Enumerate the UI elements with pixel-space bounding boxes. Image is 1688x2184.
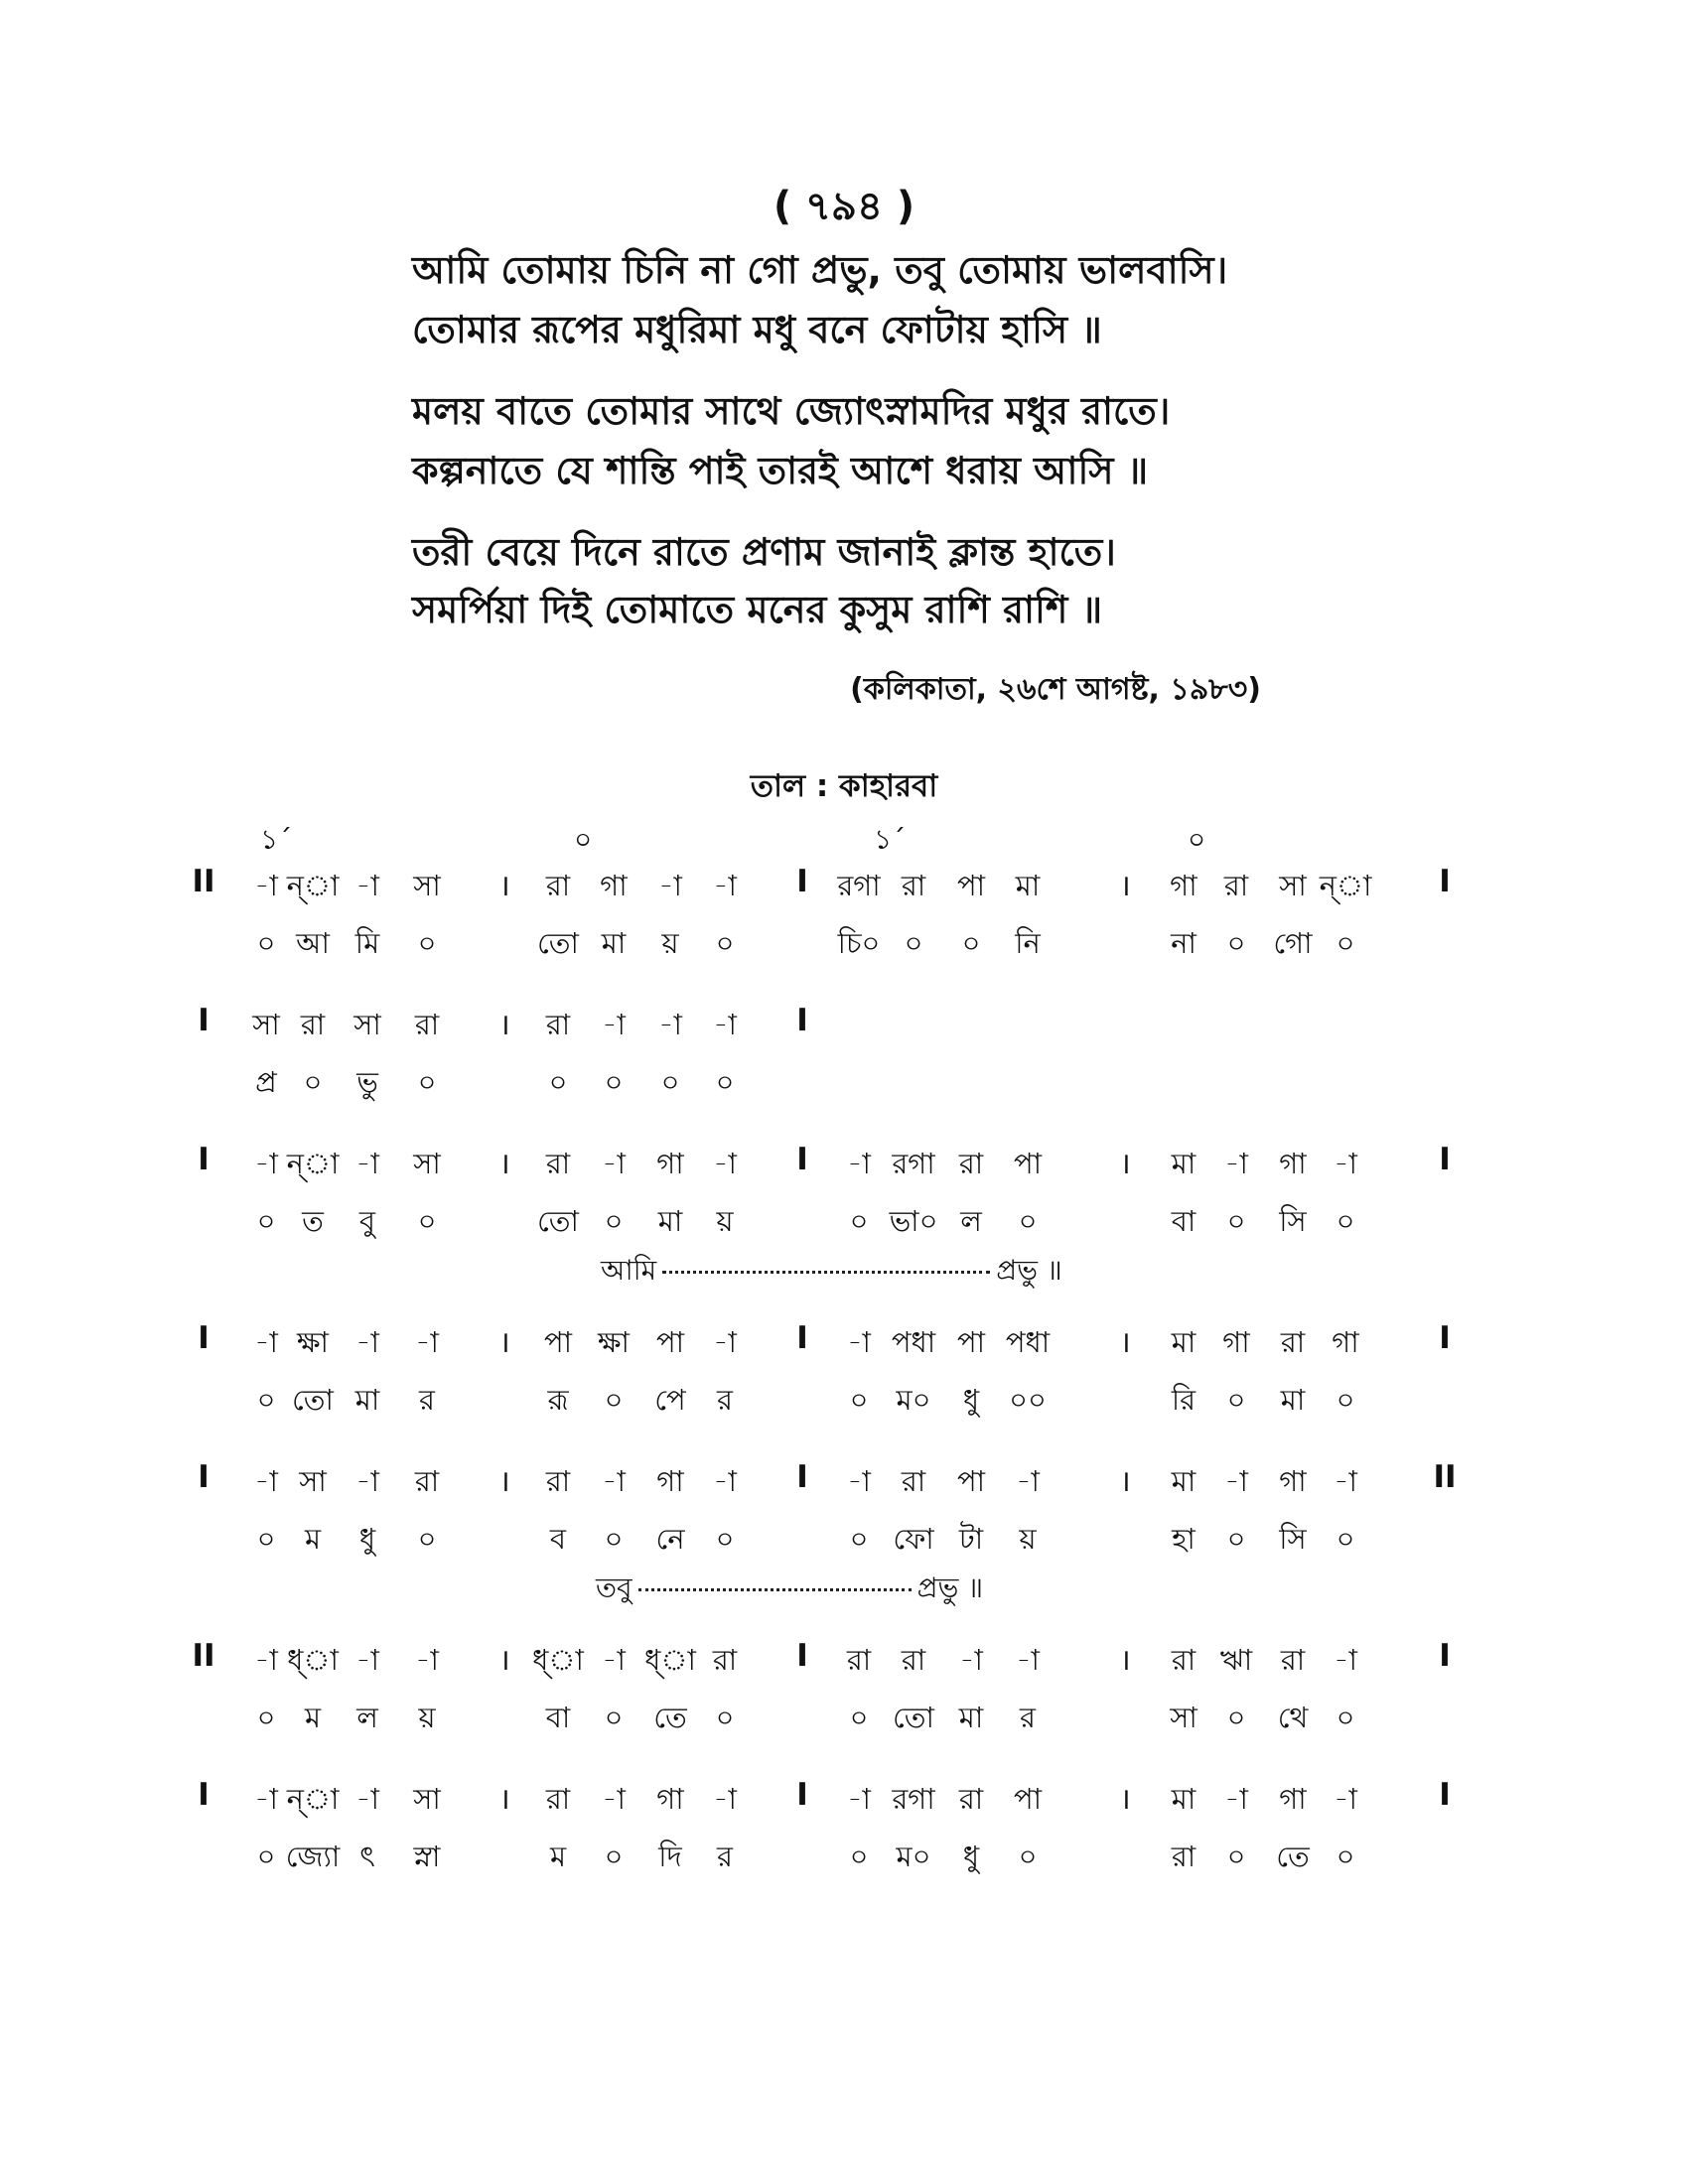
lyric-syllable: র — [717, 1840, 733, 1873]
bar-line: । — [498, 1008, 510, 1042]
bar-line: I — [796, 1142, 808, 1177]
note: -া — [1224, 1464, 1248, 1498]
lyric-syllable: ০০ — [1009, 1383, 1047, 1417]
lyric-syllable: ধু — [358, 1522, 376, 1556]
note: মা — [1171, 1147, 1196, 1180]
note: রা — [1280, 1643, 1306, 1677]
bar-line: I — [198, 1320, 210, 1356]
note: রগা — [837, 869, 881, 902]
lyric-syllable: ০ — [256, 1204, 276, 1238]
note: ক্ষা — [297, 1325, 329, 1359]
lyric-syllable: তো — [292, 1383, 334, 1417]
bar-line: । — [498, 869, 510, 903]
lyric-syllable: ০ — [1226, 1383, 1246, 1417]
bar-line: II — [1433, 1459, 1457, 1495]
lyric-line-2: তোমার রূপের মধুরিমা মধু বনে ফোটায় হাসি ॥ — [412, 308, 1102, 351]
note: মা — [1171, 1325, 1196, 1359]
lyric-syllable: তো — [537, 926, 579, 960]
note: গা — [1279, 1147, 1307, 1180]
lyric-syllable-row — [0, 1696, 1688, 1739]
lyric-syllable: ০ — [1226, 1522, 1246, 1556]
lyric-syllable: নি — [1015, 926, 1041, 960]
note: রা — [901, 1464, 926, 1498]
lyric-syllable: য় — [661, 926, 679, 960]
note: -া — [355, 1782, 379, 1816]
note: -া — [1334, 1464, 1357, 1498]
lyric-syllable: র — [1020, 1701, 1036, 1734]
lyric-syllable: আ — [296, 926, 330, 960]
lyric-syllable-row — [0, 1378, 1688, 1422]
refrain-line — [596, 1567, 983, 1613]
lyric-syllable-row — [0, 1199, 1688, 1243]
lyric-syllable: ল — [356, 1701, 378, 1734]
note: -া — [254, 1464, 278, 1498]
bar-line: I — [796, 864, 808, 899]
note: রা — [414, 1008, 440, 1041]
refrain-line — [601, 1249, 1062, 1296]
note: ধ্া — [287, 1643, 339, 1677]
beat-marker: ০ — [574, 823, 593, 856]
note: রা — [545, 1464, 571, 1498]
lyric-syllable: ০ — [1336, 1701, 1355, 1734]
bar-line: I — [796, 1003, 808, 1038]
lyric-line-5: তরী বেয়ে দিনে রাতে প্রণাম জানাই ক্লান্ত হাতে। — [412, 530, 1116, 574]
note: ন্া — [286, 1782, 340, 1816]
bar-line: I — [1439, 864, 1451, 899]
lyric-syllable: ০ — [604, 1383, 624, 1417]
lyric-syllable: রা — [1171, 1840, 1196, 1873]
lyric-syllable: সি — [1279, 1204, 1307, 1238]
lyric-syllable: মা — [1280, 1383, 1306, 1417]
note: রা — [901, 1643, 926, 1677]
lyric-syllable: ০ — [256, 1383, 276, 1417]
note: রা — [545, 1147, 571, 1180]
lyric-syllable: তে — [653, 1701, 687, 1734]
note: -া — [713, 1782, 737, 1816]
lyric-syllable: ০ — [1226, 1204, 1246, 1238]
bar-line: I — [198, 1777, 210, 1813]
note: পা — [956, 1325, 986, 1359]
lyric-syllable: ০ — [1226, 926, 1246, 960]
lyric-syllable: রূ — [547, 1383, 569, 1417]
note: -া — [254, 1147, 278, 1180]
note: রা — [545, 1008, 571, 1041]
bar-line: । — [1119, 1643, 1131, 1678]
note: পধা — [891, 1325, 936, 1359]
note: -া — [847, 1147, 871, 1180]
lyric-syllable: ০ — [961, 926, 981, 960]
lyric-syllable: ০ — [303, 1065, 323, 1099]
lyric-syllable: ০ — [1336, 1522, 1355, 1556]
note: -া — [254, 1782, 278, 1816]
refrain-end: প্রভু ॥ — [916, 1571, 984, 1604]
refrain-end: প্রভু ॥ — [996, 1254, 1062, 1287]
lyric-syllable: চি০ — [837, 926, 881, 960]
lyric-syllable: ০ — [849, 1701, 869, 1734]
note: রা — [300, 1008, 326, 1041]
note: ন্া — [286, 869, 340, 902]
note: রা — [958, 1147, 984, 1180]
bar-line: I — [796, 1638, 808, 1674]
note: -া — [355, 1643, 379, 1677]
lyric-syllable: ০ — [849, 1204, 869, 1238]
lyric-syllable: ০ — [1018, 1840, 1038, 1873]
note: গা — [656, 1782, 684, 1816]
lyric-syllable: ০ — [715, 926, 735, 960]
note: -া — [713, 1325, 737, 1359]
lyric-syllable: ৎ — [359, 1840, 375, 1873]
lyric-syllable: না — [1171, 926, 1196, 960]
note: মা — [1171, 1782, 1196, 1816]
note: -া — [355, 1325, 379, 1359]
lyric-syllable: ত — [302, 1204, 324, 1238]
lyric-syllable: সি — [1279, 1522, 1307, 1556]
note: সা — [413, 869, 441, 902]
lyric-syllable: ০ — [604, 1204, 624, 1238]
lyric-syllable: হা — [1172, 1522, 1196, 1556]
lyric-syllable: তো — [537, 1204, 579, 1238]
place-date: (কলিকাতা, ২৬শে আগষ্ট, ১৯৮৩) — [850, 672, 1261, 707]
note: -া — [1224, 1782, 1248, 1816]
note: -া — [1016, 1464, 1040, 1498]
lyric-syllable: ০ — [604, 1701, 624, 1734]
lyric-syllable: ম০ — [896, 1383, 931, 1417]
bar-line: । — [498, 1782, 510, 1817]
lyric-syllable: ০ — [1336, 1204, 1355, 1238]
lyric-syllable-row — [0, 1517, 1688, 1561]
notation-row — [0, 1777, 1688, 1821]
lyric-syllable: ০ — [417, 1204, 437, 1238]
notation-row — [0, 1320, 1688, 1364]
lyric-syllable: নে — [655, 1522, 685, 1556]
bar-line: । — [1119, 1464, 1131, 1499]
note: সা — [252, 1008, 280, 1041]
beat-marker: ১´ — [874, 823, 907, 856]
bar-line: । — [1119, 1147, 1131, 1181]
lyric-syllable-row — [0, 1060, 1688, 1104]
lyric-syllable: য় — [716, 1204, 734, 1238]
beat-markers — [0, 818, 1688, 858]
lyric-syllable: ০ — [849, 1383, 869, 1417]
note: -া — [1224, 1147, 1248, 1180]
note: গা — [656, 1147, 684, 1180]
lyric-syllable: দি — [658, 1840, 682, 1873]
note: -া — [602, 1147, 626, 1180]
note: গা — [1279, 1464, 1307, 1498]
note: সা — [1279, 869, 1307, 902]
note: -া — [847, 1782, 871, 1816]
lyric-line-1: আমি তোমায় চিনি না গো প্রভু, তবু তোমায় ভালবাসি। — [412, 248, 1228, 292]
beat-marker: ১´ — [260, 823, 293, 856]
lyric-syllable: র — [717, 1383, 733, 1417]
lyric-syllable: ০ — [548, 1065, 568, 1099]
lyric-syllable: ভু — [356, 1065, 378, 1099]
lyric-syllable: মা — [601, 926, 627, 960]
lyric-syllable: ০ — [1336, 1840, 1355, 1873]
note: -া — [602, 1464, 626, 1498]
note: গা — [1279, 1782, 1307, 1816]
lyric-syllable: প্র — [255, 1065, 277, 1099]
lyric-syllable: ম — [549, 1840, 567, 1873]
note: ন্া — [1319, 869, 1372, 902]
note: রা — [1280, 1325, 1306, 1359]
note: -া — [1334, 1782, 1357, 1816]
lyric-syllable: থে — [1277, 1701, 1309, 1734]
bar-line: II — [192, 864, 215, 899]
lyric-line-3: মলয় বাতে তোমার সাথে জ্যোৎস্নামদির মধুর রাতে। — [412, 389, 1171, 433]
lyric-syllable: সা — [1170, 1701, 1197, 1734]
lyric-syllable: য় — [418, 1701, 436, 1734]
lyric-syllable: ০ — [715, 1701, 735, 1734]
bar-line: I — [1439, 1320, 1451, 1356]
lyric-syllable: ল — [960, 1204, 982, 1238]
lyric-syllable: ০ — [1336, 1383, 1355, 1417]
note: -া — [959, 1643, 983, 1677]
bar-line: I — [1439, 1142, 1451, 1177]
lyric-syllable: ০ — [660, 1065, 680, 1099]
lyric-syllable: ০ — [256, 1840, 276, 1873]
lyric-syllable-row — [0, 1835, 1688, 1878]
note: রা — [545, 1782, 571, 1816]
lyric-syllable: ০ — [417, 1065, 437, 1099]
lyric-syllable: ০ — [256, 926, 276, 960]
note: ধ্া — [644, 1643, 696, 1677]
note: রা — [846, 1643, 872, 1677]
note: রগা — [892, 1782, 935, 1816]
lyric-syllable: মা — [354, 1383, 380, 1417]
note: -া — [713, 1008, 737, 1041]
lyric-syllable: ধু — [962, 1840, 980, 1873]
lyric-line-4: কল্পনাতে যে শান্তি পাই তারই আশে ধরায় আসি ॥ — [412, 449, 1149, 492]
lyric-syllable: বা — [1171, 1204, 1196, 1238]
lyric-syllable: ০ — [256, 1522, 276, 1556]
lyric-syllable: ০ — [417, 1522, 437, 1556]
lyric-syllable: পে — [654, 1383, 686, 1417]
bar-line: I — [796, 1777, 808, 1813]
note: পা — [1013, 1147, 1043, 1180]
page-number: ( ৭৯৪ ) — [773, 184, 915, 229]
lyric-syllable: ০ — [604, 1522, 624, 1556]
lyric-syllable: ০ — [849, 1840, 869, 1873]
note: -া — [415, 1325, 439, 1359]
note: সা — [353, 1008, 381, 1041]
lyric-syllable: ০ — [1226, 1840, 1246, 1873]
note: রা — [545, 869, 571, 902]
lyric-syllable: বু — [358, 1204, 376, 1238]
bar-line: I — [198, 1003, 210, 1038]
lyric-syllable: ০ — [256, 1701, 276, 1734]
lyric-syllable: ০ — [1336, 926, 1355, 960]
lyric-syllable: ০ — [715, 1065, 735, 1099]
lyric-syllable: মা — [958, 1701, 984, 1734]
lyric-syllable: ০ — [604, 1840, 624, 1873]
note: গা — [1222, 1325, 1250, 1359]
note: -া — [254, 1325, 278, 1359]
refrain-start: তবু — [596, 1571, 633, 1604]
note: সা — [413, 1782, 441, 1816]
note: -া — [602, 1643, 626, 1677]
lyric-syllable: ০ — [904, 926, 923, 960]
lyric-syllable: ব — [549, 1522, 567, 1556]
note: রা — [414, 1464, 440, 1498]
note: -া — [355, 869, 379, 902]
note: -া — [602, 1782, 626, 1816]
note: -া — [1334, 1643, 1357, 1677]
lyric-syllable: ম — [304, 1701, 322, 1734]
note: পা — [543, 1325, 573, 1359]
note: সা — [413, 1147, 441, 1180]
beat-marker: ০ — [1188, 823, 1206, 856]
note: -া — [847, 1325, 871, 1359]
note: পা — [956, 869, 986, 902]
note: -া — [658, 869, 682, 902]
lyric-syllable: টা — [958, 1522, 984, 1556]
note: -া — [254, 1643, 278, 1677]
bar-line: I — [1439, 1777, 1451, 1813]
note: রা — [901, 869, 926, 902]
note: পা — [956, 1464, 986, 1498]
note: -া — [355, 1464, 379, 1498]
bar-line: । — [1119, 1782, 1131, 1817]
note: পা — [1013, 1782, 1043, 1816]
note: গা — [656, 1464, 684, 1498]
note: পা — [655, 1325, 685, 1359]
note: গা — [600, 869, 628, 902]
lyric-syllable: রি — [1171, 1383, 1196, 1417]
lyric-syllable: ফো — [893, 1522, 934, 1556]
bar-line: । — [1119, 869, 1131, 903]
note: গা — [1170, 869, 1197, 902]
lyric-syllable: তো — [893, 1701, 934, 1734]
note: রা — [1171, 1643, 1196, 1677]
bar-line: । — [498, 1464, 510, 1499]
note: গা — [1332, 1325, 1359, 1359]
note: -া — [847, 1464, 871, 1498]
lyric-syllable: য় — [1019, 1522, 1037, 1556]
note: ধ্া — [532, 1643, 584, 1677]
lyric-syllable: ম — [304, 1522, 322, 1556]
note: রা — [1223, 869, 1249, 902]
note: ক্ষা — [598, 1325, 630, 1359]
lyric-syllable: বা — [545, 1701, 571, 1734]
note: রা — [958, 1782, 984, 1816]
bar-line: I — [1439, 1638, 1451, 1674]
note: সা — [299, 1464, 327, 1498]
bar-line: I — [198, 1142, 210, 1177]
lyric-syllable-row — [0, 921, 1688, 965]
note: রগা — [892, 1147, 935, 1180]
lyric-syllable: স্না — [413, 1840, 441, 1873]
bar-line: । — [498, 1325, 510, 1360]
bar-line: I — [796, 1459, 808, 1495]
tal-heading: তাল : কাহারবা — [750, 768, 938, 804]
lyric-syllable: র — [419, 1383, 435, 1417]
notation-row — [0, 1459, 1688, 1503]
bar-line: । — [1119, 1325, 1131, 1360]
bar-line: II — [192, 1638, 215, 1674]
lyric-syllable: ০ — [1018, 1204, 1038, 1238]
lyric-syllable: ভা০ — [889, 1204, 938, 1238]
lyric-syllable: ধু — [962, 1383, 980, 1417]
note: -া — [1016, 1643, 1040, 1677]
lyric-syllable: ০ — [1226, 1701, 1246, 1734]
refrain-start: আমি — [601, 1254, 657, 1287]
note: -া — [658, 1008, 682, 1041]
note: -া — [1334, 1147, 1357, 1180]
bar-line: । — [498, 1147, 510, 1181]
lyric-syllable: ০ — [849, 1522, 869, 1556]
lyric-syllable: জ্যো — [285, 1840, 341, 1873]
lyric-syllable: তে — [1276, 1840, 1310, 1873]
note: -া — [254, 869, 278, 902]
bar-line: । — [498, 1643, 510, 1678]
note: -া — [713, 1147, 737, 1180]
note: -া — [713, 1464, 737, 1498]
lyric-syllable: ০ — [604, 1065, 624, 1099]
note: পধা — [1005, 1325, 1051, 1359]
notation-row — [0, 1003, 1688, 1046]
notation-row — [0, 1142, 1688, 1185]
lyric-syllable: মা — [657, 1204, 683, 1238]
lyric-line-6: সমর্পিয়া দিই তোমাতে মনের কুসুম রাশি রাশি ॥ — [412, 588, 1103, 631]
lyric-syllable: মি — [354, 926, 380, 960]
note: মা — [1015, 869, 1041, 902]
notation-row — [0, 1638, 1688, 1682]
lyric-syllable: ০ — [417, 926, 437, 960]
notation-row — [0, 864, 1688, 907]
note: -া — [355, 1147, 379, 1180]
bar-line: I — [796, 1320, 808, 1356]
note: ঋা — [1219, 1643, 1253, 1677]
note: -া — [713, 869, 737, 902]
note: -া — [602, 1008, 626, 1041]
note: -া — [415, 1643, 439, 1677]
bar-line: I — [198, 1459, 210, 1495]
note: রা — [712, 1643, 738, 1677]
note: ন্া — [286, 1147, 340, 1180]
note: মা — [1171, 1464, 1196, 1498]
lyric-syllable: গো — [1273, 926, 1313, 960]
lyric-syllable: ম০ — [896, 1840, 931, 1873]
lyric-syllable: ০ — [715, 1522, 735, 1556]
